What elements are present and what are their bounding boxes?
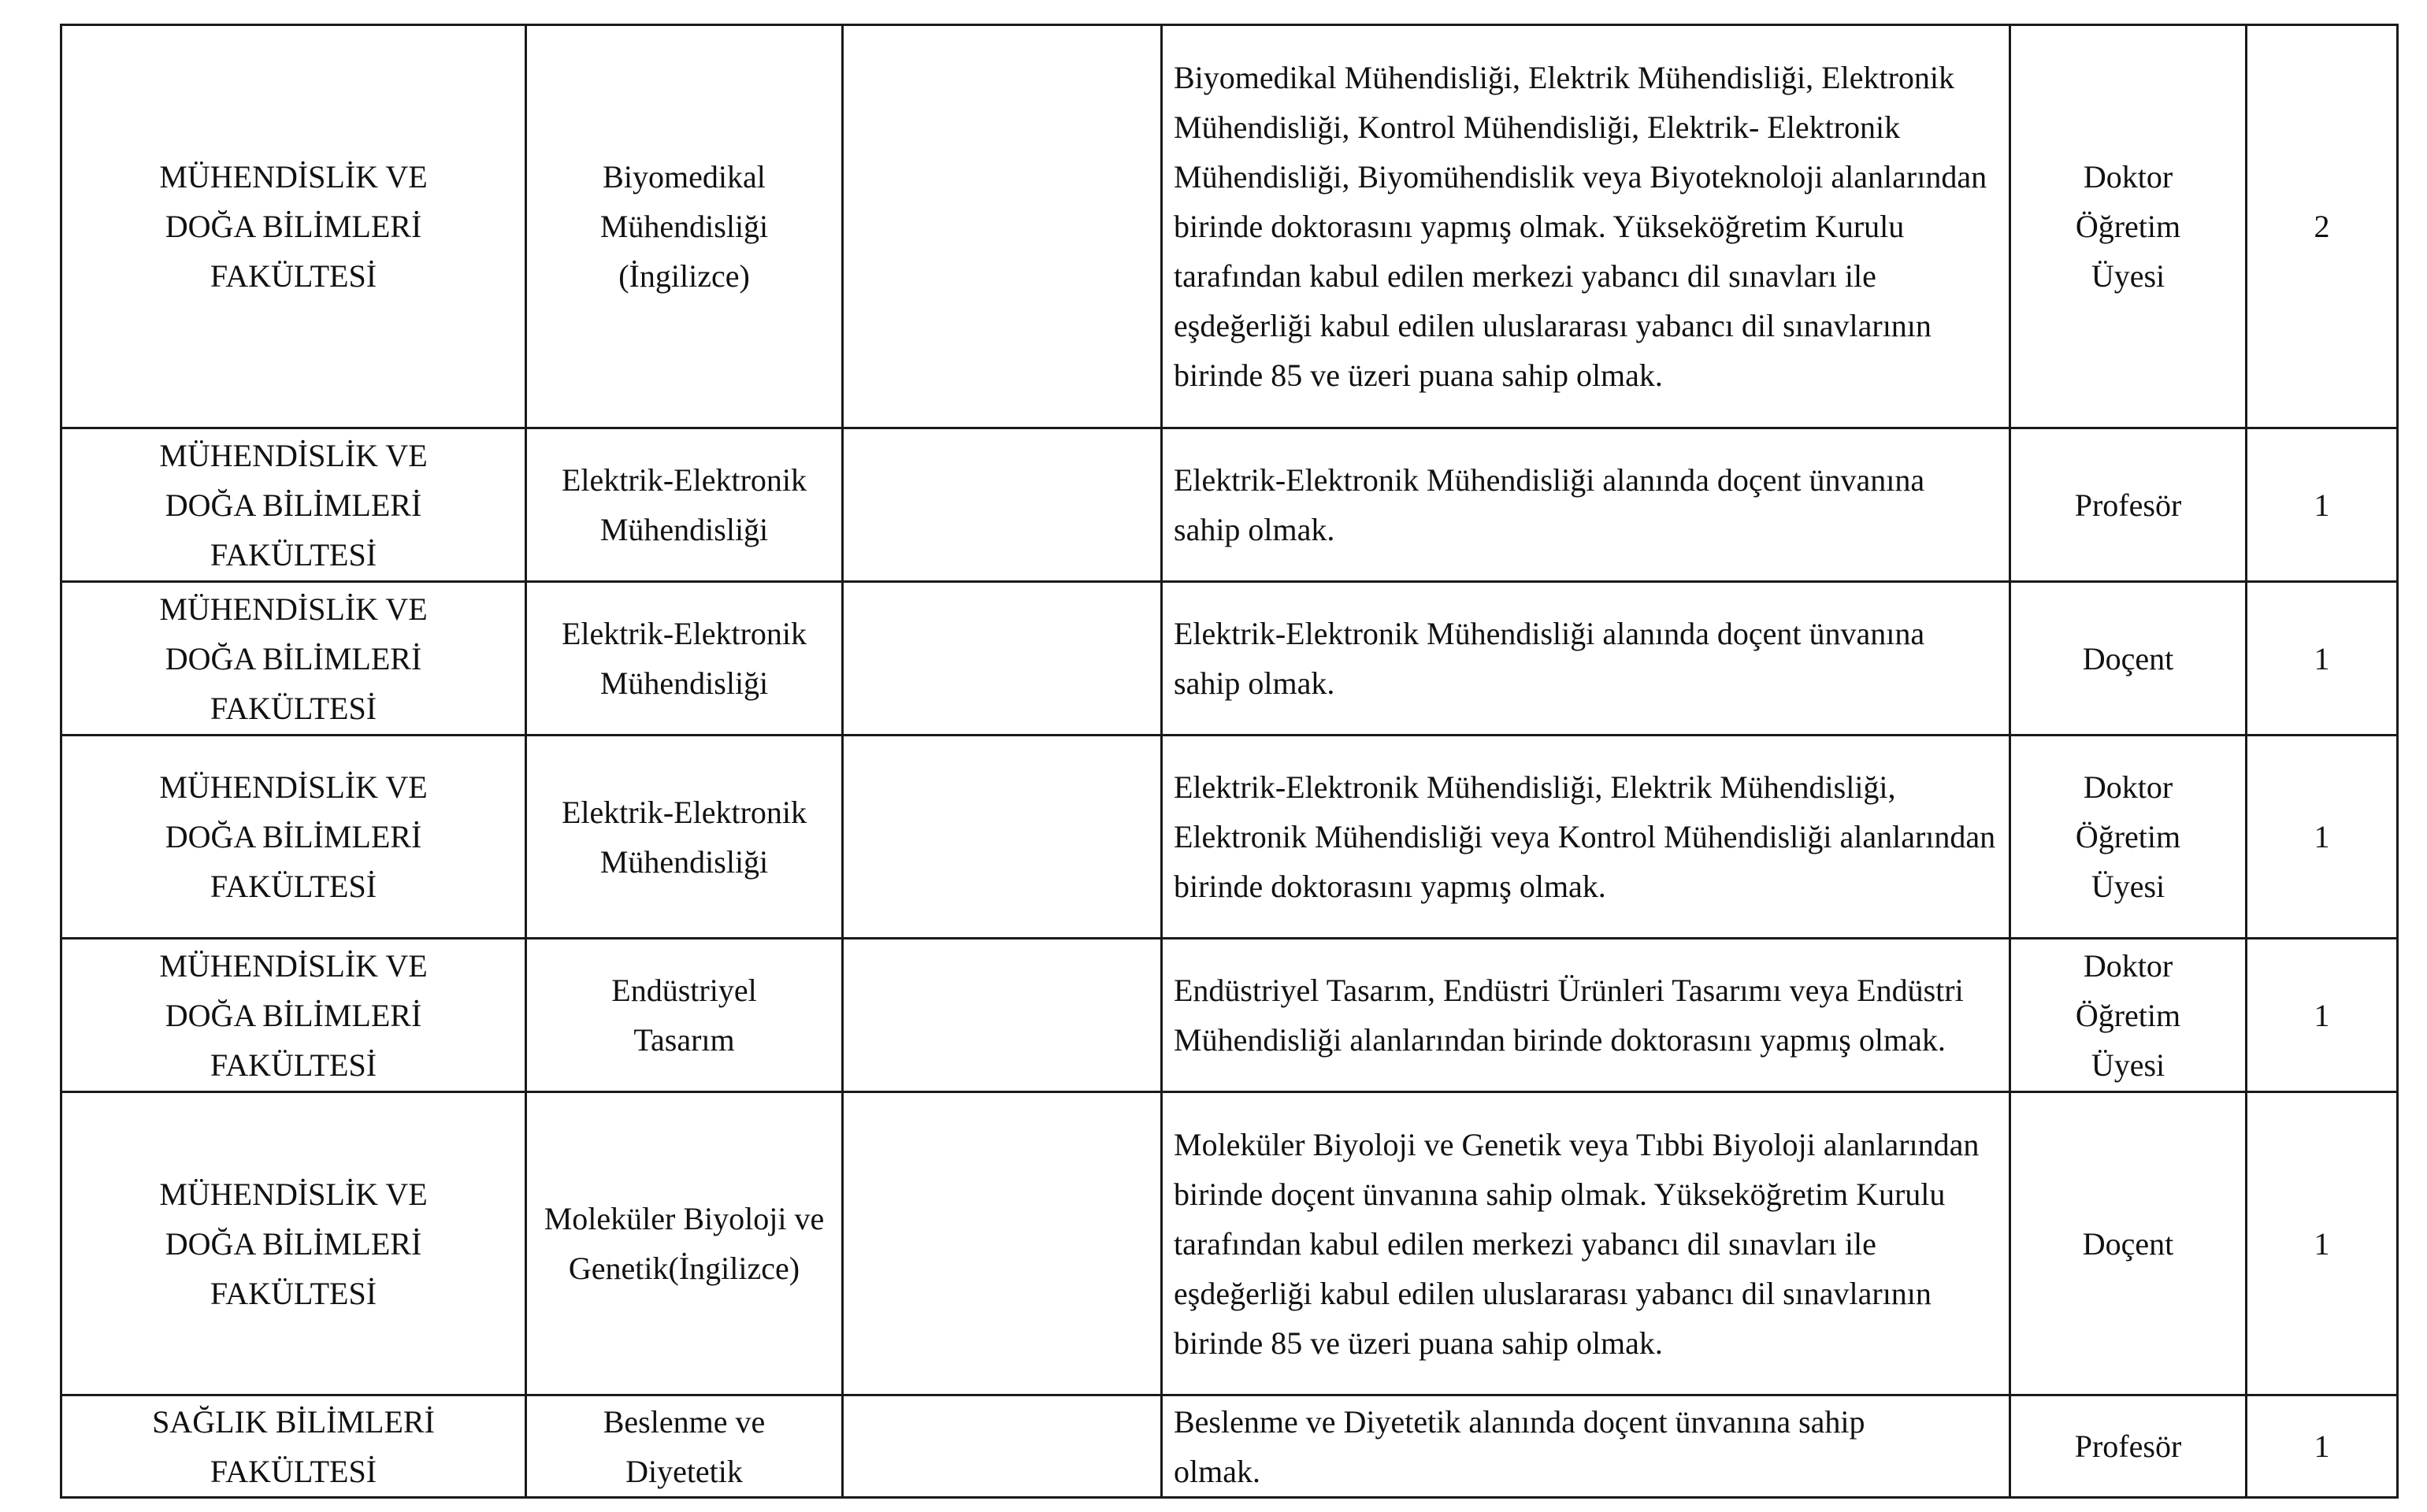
requirements-cell: Beslenme ve Diyetetik alanında doçent ünvanına sahip olmak. (1162, 1395, 2010, 1498)
faculty-cell: MÜHENDİSLİK VE DOĞA BİLİMLERİ FAKÜLTESİ (61, 25, 526, 428)
title-cell: Doktor Öğretim Üyesi (2010, 25, 2247, 428)
title-cell: Profesör (2010, 428, 2247, 582)
subfield-cell (843, 1395, 1162, 1498)
title-cell: Doçent (2010, 1092, 2247, 1395)
table-row (61, 582, 2398, 736)
table-row (61, 736, 2398, 939)
table-row (61, 939, 2398, 1092)
count-cell: 1 (2247, 1395, 2398, 1498)
faculty-cell: MÜHENDİSLİK VE DOĞA BİLİMLERİ FAKÜLTESİ (61, 428, 526, 582)
count-cell: 1 (2247, 1092, 2398, 1395)
title-cell: Profesör (2010, 1395, 2247, 1498)
positions-table (60, 24, 2399, 1499)
count-cell: 1 (2247, 939, 2398, 1092)
department-cell: Elektrik-Elektronik Mühendisliği (526, 736, 843, 939)
subfield-cell (843, 939, 1162, 1092)
department-cell: Biyomedikal Mühendisliği (İngilizce) (526, 25, 843, 428)
department-cell: Moleküler Biyoloji ve Genetik(İngilizce) (526, 1092, 843, 1395)
table-row (61, 1395, 2398, 1498)
faculty-cell: MÜHENDİSLİK VE DOĞA BİLİMLERİ FAKÜLTESİ (61, 736, 526, 939)
department-cell: Elektrik-Elektronik Mühendisliği (526, 428, 843, 582)
subfield-cell (843, 736, 1162, 939)
faculty-cell: MÜHENDİSLİK VE DOĞA BİLİMLERİ FAKÜLTESİ (61, 939, 526, 1092)
requirements-cell: Elektrik-Elektronik Mühendisliği, Elektrik Mühendisliği, Elektronik Mühendisliği veya Kontrol Mühendisliği alanlarından birinde doktorasını yapmış olmak. (1162, 736, 2010, 939)
department-cell: Beslenme ve Diyetetik (526, 1395, 843, 1498)
table-row (61, 25, 2398, 428)
count-cell: 1 (2247, 428, 2398, 582)
requirements-cell: Elektrik-Elektronik Mühendisliği alanında doçent ünvanına sahip olmak. (1162, 428, 2010, 582)
count-cell: 2 (2247, 25, 2398, 428)
table-row (61, 1092, 2398, 1395)
faculty-cell: SAĞLIK BİLİMLERİ FAKÜLTESİ (61, 1395, 526, 1498)
subfield-cell (843, 582, 1162, 736)
subfield-cell (843, 25, 1162, 428)
title-cell: Doçent (2010, 582, 2247, 736)
faculty-cell: MÜHENDİSLİK VE DOĞA BİLİMLERİ FAKÜLTESİ (61, 582, 526, 736)
count-cell: 1 (2247, 582, 2398, 736)
requirements-cell: Biyomedikal Mühendisliği, Elektrik Mühendisliği, Elektronik Mühendisliği, Kontrol Mühendisliği, Elektrik- Elektronik Mühendisliği, Biyomühendislik veya Biyoteknoloji alanlarından birinde doktorasını yapmış olmak. Yükseköğretim Kurulu tarafından kabul edilen merkezi yabancı dil sınavları ile eşdeğerliği kabul edilen uluslararası yabancı dil sınavlarının birinde 85 ve üzeri puana sahip olmak. (1162, 25, 2010, 428)
subfield-cell (843, 1092, 1162, 1395)
title-cell: Doktor Öğretim Üyesi (2010, 736, 2247, 939)
subfield-cell (843, 428, 1162, 582)
title-cell: Doktor Öğretim Üyesi (2010, 939, 2247, 1092)
department-cell: Elektrik-Elektronik Mühendisliği (526, 582, 843, 736)
faculty-cell: MÜHENDİSLİK VE DOĞA BİLİMLERİ FAKÜLTESİ (61, 1092, 526, 1395)
department-cell: Endüstriyel Tasarım (526, 939, 843, 1092)
requirements-cell: Elektrik-Elektronik Mühendisliği alanında doçent ünvanına sahip olmak. (1162, 582, 2010, 736)
requirements-cell: Moleküler Biyoloji ve Genetik veya Tıbbi Biyoloji alanlarından birinde doçent ünvanına sahip olmak. Yükseköğretim Kurulu tarafından kabul edilen merkezi yabancı dil sınavları ile eşdeğerliği kabul edilen uluslararası yabancı dil sınavlarının birinde 85 ve üzeri puana sahip olmak. (1162, 1092, 2010, 1395)
count-cell: 1 (2247, 736, 2398, 939)
table-row (61, 428, 2398, 582)
requirements-cell: Endüstriyel Tasarım, Endüstri Ürünleri Tasarımı veya Endüstri Mühendisliği alanlarından birinde doktorasını yapmış olmak. (1162, 939, 2010, 1092)
